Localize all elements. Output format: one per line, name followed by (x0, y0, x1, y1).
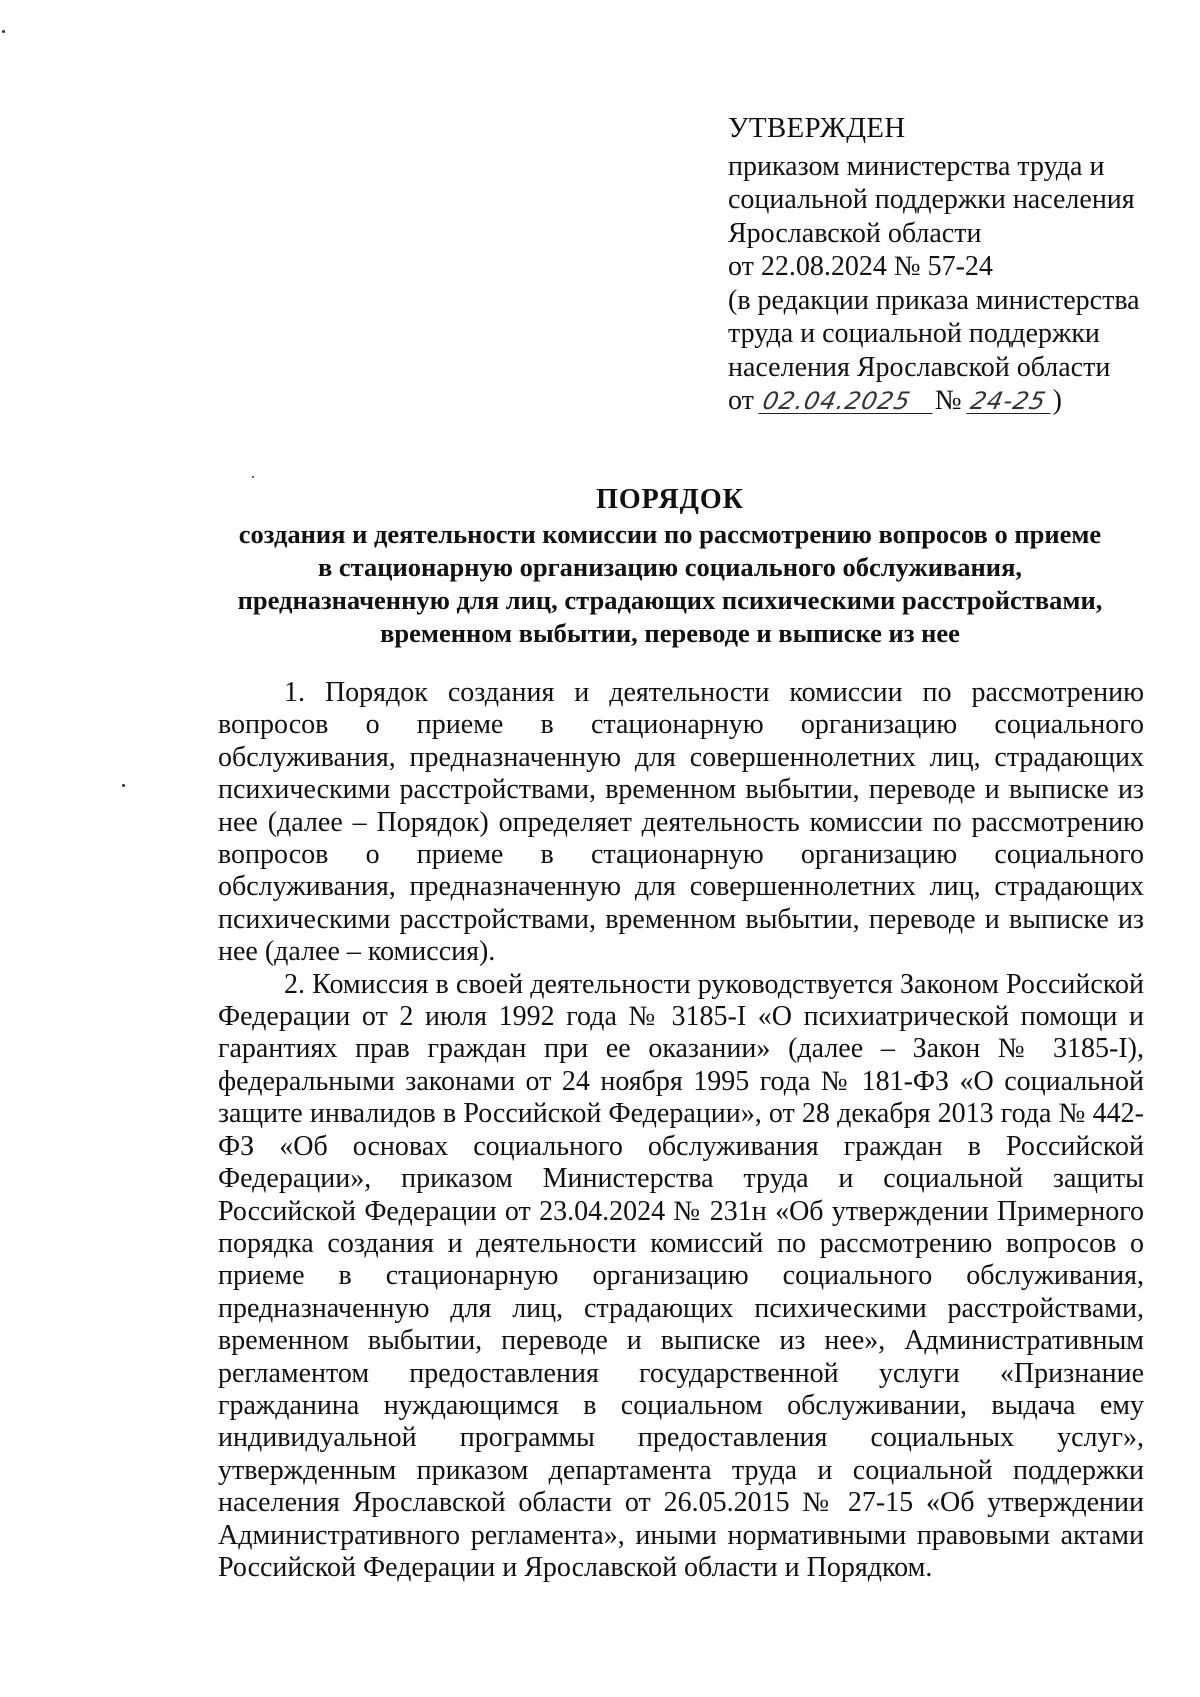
scan-speck (2, 30, 5, 33)
paragraph-2: 2. Комиссия в своей деятельности руководствуется Законом Российской Федерации от 2 июля 1992 года № 3185-I «О психиатрической помощи и гарантиях прав граждан при ее оказании» (далее – Закон № 3185-I), федеральными законами от 24 ноября 1995 года № 181-ФЗ «О социальной защите инвалидов в Российской Федерации», от 28 декабря 2013 года № 442-ФЗ «Об основах социального обслуживания граждан в Российской Федерации», приказом Министерства труда и социальной защиты Российской Федерации от 23.04.2024 № 231н «Об утверждении Примерного порядка создания и деятельности комиссий по рассмотрению вопросов о приеме в стационарную организацию социального обслуживания, предназначенную для лиц, страдающих психическими расстройствами, временном выбытии, переводе и выписке из нее», Административным регламентом предоставления государственной услуги «Признание гражданина нуждающимся в социальном обслуживании, выдача ему индивидуальной программы предоставления социальных услуг», утвержденным приказом департамента труда и социальной поддержки населения Ярославской области от 26.05.2015 № 27-15 «Об утверждении Административного регламента», иными нормативными правовыми актами Российской Федерации и Ярославской области и Порядком. (218, 968, 1144, 1583)
title-subtitle-line: предназначенную для лиц, страдающих психическими расстройствами, (237, 585, 1103, 615)
approval-revision-suffix: ) (1052, 385, 1062, 416)
approval-line: Ярославской области (728, 217, 982, 249)
approval-heading: УТВЕРЖДЕН (728, 112, 906, 144)
paragraph-1: 1. Порядок создания и деятельности комиссии по рассмотрению вопросов о приеме в стационарную организацию социального обслуживания, предназначенную для совершеннолетних лиц, страдающих психическими расстройствами, временном выбытии, переводе и выписке из нее (далее – Порядок) определяет деятельность комиссии по рассмотрению вопросов о приеме в стационарную организацию социального обслуживания, предназначенную для совершеннолетних лиц, страдающих психическими расстройствами, временном выбытии, переводе и выписке из нее (далее – комиссия). (218, 677, 1144, 968)
approval-line: населения Ярославской области (728, 351, 1111, 383)
title-main: ПОРЯДОК (596, 484, 744, 515)
handwritten-number: 24-25 (966, 389, 1055, 414)
document-title (200, 482, 1140, 650)
title-subtitle-line: в стационарную организацию социального обслуживания, (317, 552, 1023, 582)
approval-revision-line (728, 384, 1168, 418)
title-subtitle-line: создания и деятельности комиссии по рассмотрению вопросов о приеме (238, 519, 1102, 549)
handwritten-date: 02.04.2025 (758, 389, 937, 414)
approval-block (728, 112, 1168, 418)
approval-line: социальной поддержки населения (728, 184, 1135, 215)
title-subtitle-line: временном выбытии, переводе и выписке из нее (380, 618, 960, 648)
approval-revision-prefix: от (728, 385, 761, 416)
approval-line: (в редакции приказа министерства (728, 284, 1140, 316)
approval-revision-number-sign: № (934, 385, 969, 416)
approval-order-number: от 22.08.2024 № 57-24 (728, 251, 993, 282)
approval-line: приказом министерства труда и (728, 150, 1105, 182)
scan-speck (122, 784, 125, 787)
scan-speck (252, 476, 254, 478)
approval-line: труда и социальной поддержки (728, 318, 1100, 349)
document-body (218, 677, 1144, 1584)
